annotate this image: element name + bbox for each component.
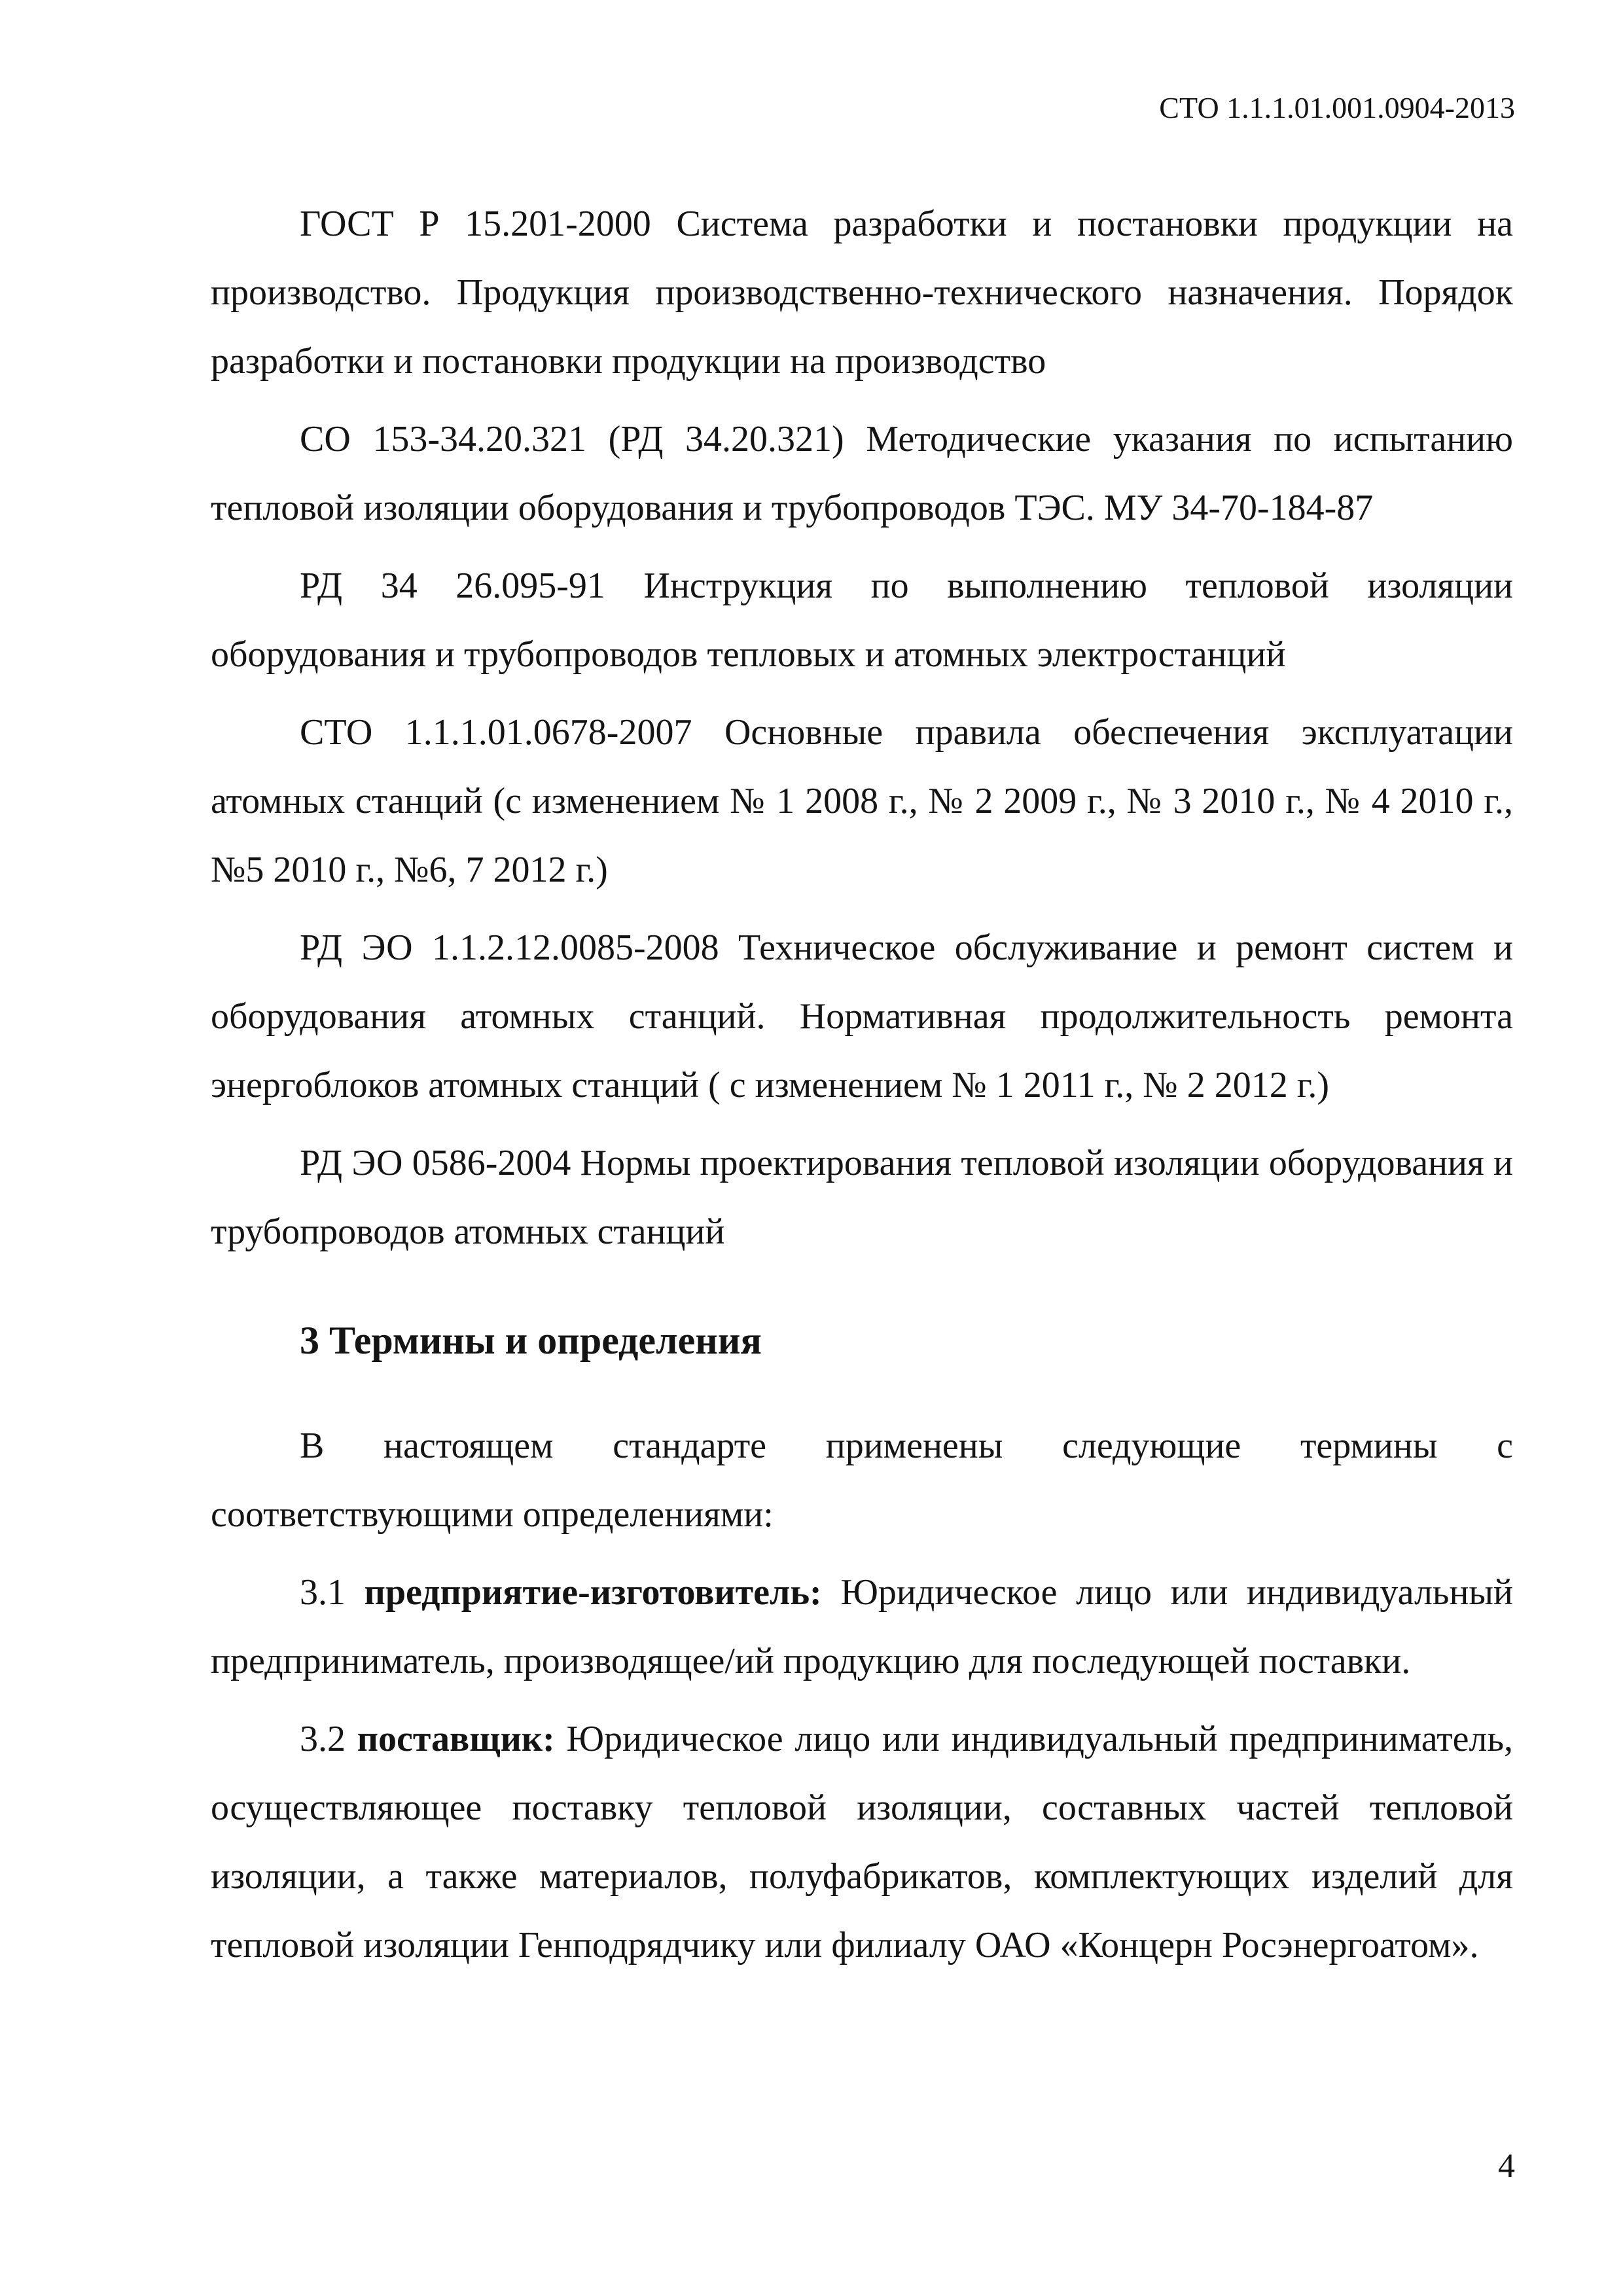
reference-item: РД 34 26.095-91 Инструкция по выполнению тепловой изоляции оборудования и трубопроводов тепловых и атомных электростанций: [211, 565, 1513, 675]
document-code: СТО 1.1.1.01.001.0904-2013: [1159, 91, 1515, 124]
reference-item: РД ЭО 0586-2004 Нормы проектирования тепловой изоляции оборудования и трубопроводов атомных станций: [211, 1143, 1513, 1252]
term-text: Юридическое лицо или индивидуальный предприниматель, производящее/ий продукцию для последующей поставки.: [211, 1572, 1514, 1681]
term-number: 3.2: [300, 1719, 346, 1759]
term-text: Юридическое лицо или индивидуальный предприниматель, осуществляющее поставку тепловой изоляции, составных частей тепловой изоляции, а также материалов, полуфабрикатов, комплектующих изделий для тепловой изоляции Генподрядчику или филиалу ОАО «Концерн Росэнергоатом».: [211, 1719, 1514, 1965]
term-definition: [211, 1705, 1513, 1980]
reference-item: СО 153-34.20.321 (РД 34.20.321) Методические указания по испытанию тепловой изоляции оборудования и трубопроводов ТЭС. МУ 34-70-184-87: [211, 419, 1513, 528]
term-definition: [211, 1558, 1513, 1696]
term-name: поставщик:: [357, 1719, 555, 1759]
section-intro: В настоящем стандарте применены следующие термины с соответствующими определениями:: [211, 1426, 1513, 1535]
page-number: 4: [1498, 2147, 1515, 2185]
document-body: [211, 190, 1513, 1980]
reference-item: ГОСТ Р 15.201-2000 Система разработки и постановки продукции на производство. Продукция производственно-технического назначения. Порядок разработки и постановки продукции на производство: [211, 204, 1513, 382]
reference-item: РД ЭО 1.1.2.12.0085-2008 Техническое обслуживание и ремонт систем и оборудования атомных станций. Нормативная продолжительность ремонта энергоблоков атомных станций ( с изменением № 1 2011 г., № 2 2012 г.): [211, 927, 1513, 1105]
term-number: 3.1: [300, 1572, 346, 1613]
section-heading: 3 Термины и определения: [300, 1319, 762, 1362]
term-name: предприятие-изготовитель:: [364, 1572, 822, 1613]
reference-item: СТО 1.1.1.01.0678-2007 Основные правила обеспечения эксплуатации атомных станций (с изменением № 1 2008 г., № 2 2009 г., № 3 2010 г., № 4 2010 г., №5 2010 г., №6, 7 2012 г.): [211, 712, 1513, 890]
